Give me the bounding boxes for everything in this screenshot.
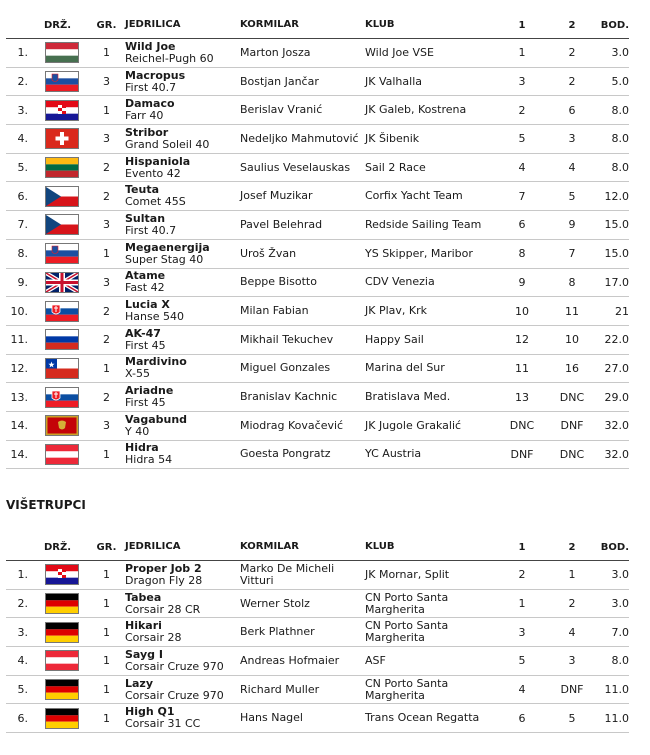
race-2-result: 4 (568, 161, 576, 175)
table-row (6, 561, 629, 590)
race-1-result: 3 (518, 625, 526, 639)
race-1-result: 6 (518, 711, 526, 725)
club: Marina del Sur (365, 361, 445, 375)
race-2-result: 2 (568, 46, 576, 60)
boat-cell (125, 127, 240, 151)
race-1-result: DNC (509, 419, 535, 433)
group: 1 (103, 654, 110, 668)
monohull-results-table (6, 12, 629, 469)
table-header (6, 534, 629, 561)
boat-name: Hikari (125, 619, 162, 633)
flag-icon (45, 444, 79, 465)
club: JK Plav, Krk (365, 304, 427, 318)
skipper: Josef Muzikar (240, 189, 313, 203)
skipper: Hans Nagel (240, 711, 303, 725)
club: ASF (365, 653, 386, 667)
flag-icon (45, 358, 79, 379)
rank: 3. (17, 625, 28, 639)
race-2-result: 8 (568, 275, 576, 289)
race-2-result: 3 (568, 654, 576, 668)
race-1-result: 7 (518, 189, 526, 203)
flag-icon (45, 415, 79, 436)
club: Sail 2 Race (365, 160, 426, 174)
skipper: Pavel Belehrad (240, 217, 323, 231)
flag-icon (45, 128, 79, 149)
boat-type: Evento 42 (125, 166, 181, 180)
flag-icon (45, 593, 79, 614)
boat-name: Damaco (125, 97, 175, 111)
boat-type: Dragon Fly 28 (125, 573, 203, 587)
boat-name: Tabea (125, 590, 162, 604)
header-race-1: 1 (518, 19, 526, 31)
flag-icon (45, 679, 79, 700)
rank: 3. (17, 103, 28, 117)
boat-cell (125, 592, 240, 616)
total-points: 21 (615, 304, 629, 318)
club: JK Šibenik (365, 131, 420, 145)
total-points: 3.0 (611, 46, 629, 60)
race-1-result: 2 (518, 568, 526, 582)
boat-name: Ariadne (125, 384, 174, 398)
flag-icon (45, 650, 79, 671)
skipper: Milan Fabian (240, 304, 309, 318)
boat-name: Megaenergija (125, 240, 210, 254)
boat-name: Hidra (125, 441, 159, 455)
total-points: 15.0 (604, 247, 629, 261)
club: Redside Sailing Team (365, 217, 482, 231)
group: 3 (103, 75, 110, 89)
boat-cell (125, 414, 240, 438)
total-points: 7.0 (611, 625, 629, 639)
group: 1 (103, 361, 110, 375)
table-row (6, 269, 629, 298)
skipper: Beppe Bisotto (240, 275, 317, 289)
flag-icon (45, 157, 79, 178)
boat-type: First 40.7 (125, 80, 177, 94)
boat-name: Teuta (125, 183, 160, 197)
boat-cell (125, 242, 240, 266)
boat-cell (125, 563, 240, 587)
table-row (6, 154, 629, 183)
table-row (6, 647, 629, 676)
boat-type: Fast 42 (125, 281, 165, 295)
header-flag: DRŽ. (44, 541, 72, 553)
skipper: Branislav Kachnic (240, 390, 338, 404)
table-row (6, 412, 629, 441)
boat-cell (125, 41, 240, 65)
total-points: 8.0 (611, 654, 629, 668)
boat-type: First 45 (125, 338, 166, 352)
race-1-result: 5 (518, 654, 526, 668)
table-row (6, 211, 629, 240)
boat-type: Corsair Cruze 970 (125, 659, 224, 673)
boat-cell (125, 356, 240, 380)
race-2-result: 4 (568, 625, 576, 639)
table-row (6, 704, 629, 733)
header-race-1: 1 (518, 541, 526, 553)
boat-cell (125, 184, 240, 208)
rank: 8. (17, 247, 28, 261)
rank: 4. (17, 654, 28, 668)
race-1-result: 1 (518, 597, 526, 611)
race-1-result: DNF (510, 447, 534, 461)
club: CN Porto Santa Margherita (365, 676, 449, 702)
group: 1 (103, 711, 110, 725)
group: 3 (103, 132, 110, 146)
header-boat: JEDRILICA (125, 541, 181, 552)
skipper: Miguel Gonzales (240, 361, 331, 375)
total-points: 15.0 (604, 218, 629, 232)
total-points: 22.0 (604, 333, 629, 347)
table-row (6, 96, 629, 125)
race-1-result: 5 (518, 132, 526, 146)
group: 1 (103, 568, 110, 582)
flag-icon (45, 329, 79, 350)
table-row (6, 355, 629, 384)
boat-name: Sultan (125, 211, 166, 225)
club: Corfix Yacht Team (365, 189, 463, 203)
boat-cell (125, 649, 240, 673)
table-row (6, 441, 629, 470)
skipper: Saulius Veselauskas (240, 160, 351, 174)
race-2-result: 9 (568, 218, 576, 232)
boat-cell (125, 70, 240, 94)
total-points: 3.0 (611, 568, 629, 582)
boat-name: Atame (125, 269, 166, 283)
race-1-result: 12 (515, 333, 529, 347)
flag-icon (45, 301, 79, 322)
rank: 14. (10, 447, 28, 461)
boat-type: Hanse 540 (125, 310, 184, 324)
flag-icon (45, 100, 79, 121)
table-row (6, 68, 629, 97)
race-2-result: 5 (568, 189, 576, 203)
flag-icon (45, 42, 79, 63)
total-points: 3.0 (611, 597, 629, 611)
boat-cell (125, 98, 240, 122)
race-2-result: DNF (560, 683, 584, 697)
table-row (6, 383, 629, 412)
race-2-result: DNF (560, 419, 584, 433)
race-1-result: 9 (518, 275, 526, 289)
skipper: Berk Plathner (240, 625, 315, 639)
group: 1 (103, 447, 110, 461)
boat-type: X-55 (125, 367, 150, 381)
boat-type: Y 40 (125, 424, 150, 438)
rank: 5. (17, 683, 28, 697)
flag-icon (45, 387, 79, 408)
table-row (6, 590, 629, 619)
race-2-result: DNC (559, 390, 585, 404)
race-1-result: 11 (515, 361, 529, 375)
boat-type: Reichel-Pugh 60 (125, 51, 214, 65)
boat-cell (125, 678, 240, 702)
boat-type: Corsair 31 CC (125, 717, 201, 731)
skipper: Marton Josza (240, 45, 311, 59)
boat-name: Lazy (125, 676, 154, 690)
race-1-result: 2 (518, 103, 526, 117)
club: YC Austria (365, 447, 422, 461)
club: JK Mornar, Split (365, 567, 450, 581)
boat-name: AK-47 (125, 326, 161, 340)
flag-icon (45, 186, 79, 207)
race-1-result: 3 (518, 75, 526, 89)
boat-type: Corsair 28 (125, 631, 182, 645)
skipper: Berislav Vranić (240, 103, 323, 117)
group: 1 (103, 683, 110, 697)
race-1-result: 4 (518, 683, 526, 697)
race-1-result: 4 (518, 161, 526, 175)
boat-cell (125, 706, 240, 730)
club: CN Porto Santa Margherita (365, 619, 449, 645)
table-row (6, 125, 629, 154)
skipper: Goesta Pongratz (240, 447, 331, 461)
race-1-result: 1 (518, 46, 526, 60)
race-2-result: 2 (568, 75, 576, 89)
boat-name: Stribor (125, 125, 169, 139)
skipper: Uroš Žvan (240, 246, 297, 260)
multihull-section-title: VIŠETRUPCI (6, 498, 86, 512)
header-flag: DRŽ. (44, 19, 72, 31)
group: 3 (103, 218, 110, 232)
boat-type: Farr 40 (125, 109, 164, 123)
race-2-result: 5 (568, 711, 576, 725)
race-2-result: 3 (568, 132, 576, 146)
rank: 2. (17, 75, 28, 89)
total-points: 8.0 (611, 132, 629, 146)
boat-cell (125, 156, 240, 180)
flag-icon (45, 708, 79, 729)
rank: 4. (17, 132, 28, 146)
group: 1 (103, 625, 110, 639)
boat-type: Corsair Cruze 970 (125, 688, 224, 702)
boat-name: Hispaniola (125, 154, 191, 168)
boat-cell (125, 328, 240, 352)
header-race-2: 2 (568, 19, 576, 31)
rank: 10. (10, 304, 28, 318)
skipper: Miodrag Kovačević (240, 418, 344, 432)
table-row (6, 182, 629, 211)
group: 2 (103, 161, 110, 175)
header-points: BOD. (600, 19, 629, 31)
rank: 9. (17, 275, 28, 289)
boat-name: Proper Job 2 (125, 561, 202, 575)
boat-name: Sayg I (125, 647, 163, 661)
boat-cell (125, 270, 240, 294)
boat-type: Corsair 28 CR (125, 602, 201, 616)
rank: 13. (10, 390, 28, 404)
boat-name: Lucia X (125, 298, 170, 312)
table-header (6, 12, 629, 39)
race-2-result: 2 (568, 597, 576, 611)
boat-cell (125, 620, 240, 644)
club: Wild Joe VSE (365, 45, 434, 59)
boat-type: Hidra 54 (125, 453, 173, 467)
rank: 2. (17, 597, 28, 611)
rank: 14. (10, 419, 28, 433)
boat-name: Vagabund (125, 412, 188, 426)
group: 3 (103, 419, 110, 433)
rank: 12. (10, 361, 28, 375)
boat-cell (125, 213, 240, 237)
club: JK Valhalla (365, 74, 422, 88)
race-2-result: 7 (568, 247, 576, 261)
total-points: 29.0 (604, 390, 629, 404)
club: Happy Sail (365, 332, 424, 346)
skipper: Richard Muller (240, 682, 320, 696)
rank: 5. (17, 161, 28, 175)
club: YS Skipper, Maribor (365, 246, 473, 260)
flag-icon (45, 564, 79, 585)
boat-type: Comet 45S (125, 195, 186, 209)
header-group: GR. (96, 541, 117, 553)
table-row (6, 297, 629, 326)
group: 1 (103, 597, 110, 611)
table-row (6, 676, 629, 705)
boat-name: Wild Joe (125, 39, 176, 53)
boat-type: First 40.7 (125, 223, 177, 237)
total-points: 32.0 (604, 447, 629, 461)
race-2-result: 1 (568, 568, 576, 582)
flag-icon (45, 71, 79, 92)
total-points: 8.0 (611, 103, 629, 117)
total-points: 11.0 (604, 711, 629, 725)
boat-name: High Q1 (125, 705, 175, 719)
group: 1 (103, 46, 110, 60)
header-group: GR. (96, 19, 117, 31)
rank: 6. (17, 189, 28, 203)
skipper: Mikhail Tekuchev (240, 332, 334, 346)
flag-icon (45, 272, 79, 293)
flag-icon (45, 622, 79, 643)
club: CN Porto Santa Margherita (365, 590, 449, 616)
club: JK Jugole Grakalić (365, 418, 462, 432)
multihull-results-table (6, 534, 629, 733)
rank: 7. (17, 218, 28, 232)
race-1-result: 10 (515, 304, 529, 318)
club: CDV Venezia (365, 275, 435, 289)
table-row (6, 326, 629, 355)
total-points: 17.0 (604, 275, 629, 289)
race-2-result: 10 (565, 333, 579, 347)
skipper: Bostjan Jančar (240, 74, 319, 88)
race-1-result: 8 (518, 247, 526, 261)
club: Trans Ocean Regatta (365, 711, 480, 725)
total-points: 27.0 (604, 361, 629, 375)
race-2-result: 11 (565, 304, 579, 318)
boat-type: Super Stag 40 (125, 252, 204, 266)
race-1-result: 13 (515, 390, 529, 404)
race-2-result: 6 (568, 103, 576, 117)
total-points: 32.0 (604, 419, 629, 433)
flag-icon (45, 214, 79, 235)
skipper: Werner Stolz (240, 596, 310, 610)
skipper: Andreas Hofmaier (240, 653, 340, 667)
group: 2 (103, 390, 110, 404)
table-row (6, 618, 629, 647)
boat-cell (125, 442, 240, 466)
table-row (6, 39, 629, 68)
rank: 1. (17, 568, 28, 582)
header-race-2: 2 (568, 541, 576, 553)
club: JK Galeb, Kostrena (365, 103, 467, 117)
header-club: KLUB (365, 19, 395, 30)
header-boat: JEDRILICA (125, 19, 181, 30)
boat-name: Mardivino (125, 355, 187, 369)
group: 2 (103, 333, 110, 347)
header-points: BOD. (600, 541, 629, 553)
club: Bratislava Med. (365, 390, 451, 404)
boat-name: Macropus (125, 68, 186, 82)
boat-cell (125, 385, 240, 409)
total-points: 8.0 (611, 161, 629, 175)
race-2-result: 16 (565, 361, 579, 375)
group: 1 (103, 247, 110, 261)
total-points: 11.0 (604, 683, 629, 697)
group: 2 (103, 189, 110, 203)
header-skipper: KORMILAR (240, 19, 299, 30)
skipper: Nedeljko Mahmutović (240, 131, 359, 145)
rank: 1. (17, 46, 28, 60)
group: 3 (103, 275, 110, 289)
race-2-result: DNC (559, 447, 585, 461)
header-skipper: KORMILAR (240, 541, 299, 552)
total-points: 12.0 (604, 189, 629, 203)
rank: 11. (10, 333, 28, 347)
total-points: 5.0 (611, 75, 629, 89)
group: 2 (103, 304, 110, 318)
boat-type: First 45 (125, 396, 166, 410)
boat-cell (125, 299, 240, 323)
group: 1 (103, 103, 110, 117)
skipper: Marko De Micheli Vitturi (240, 561, 335, 587)
table-row (6, 240, 629, 269)
boat-type: Grand Soleil 40 (125, 137, 210, 151)
race-1-result: 6 (518, 218, 526, 232)
header-club: KLUB (365, 541, 395, 552)
flag-icon (45, 243, 79, 264)
rank: 6. (17, 711, 28, 725)
